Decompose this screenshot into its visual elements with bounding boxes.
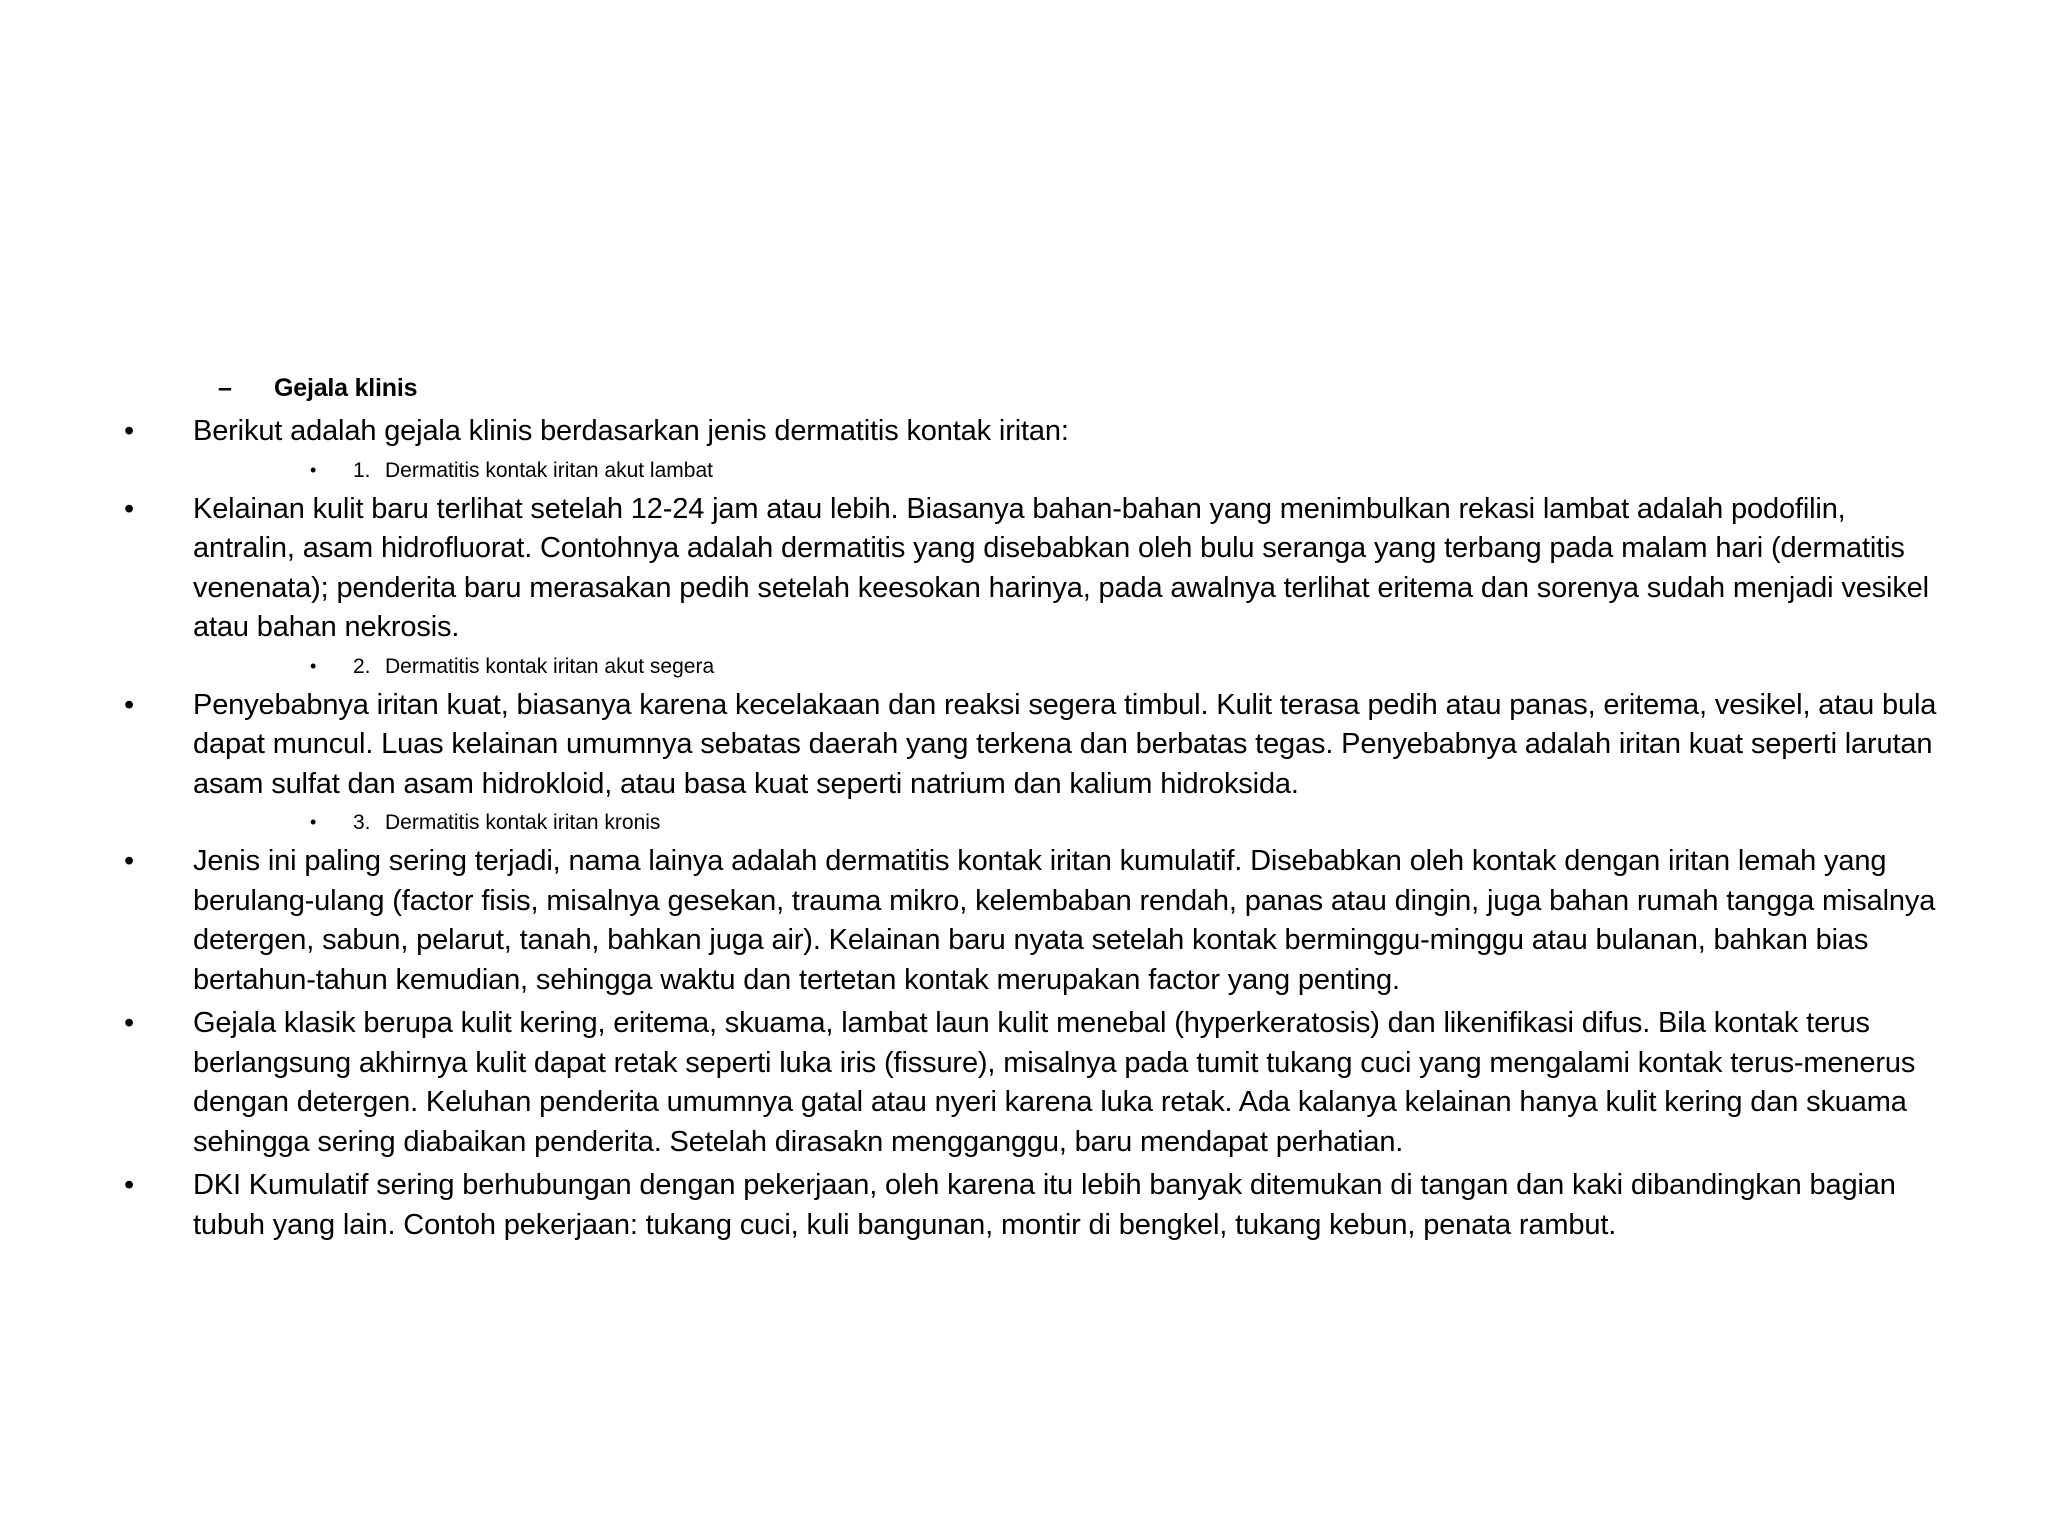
sub-list-item bbox=[0, 808, 2048, 838]
bullet-text: Kelainan kulit baru terlihat setelah 12-24 jam atau lebih. Biasanya bahan-bahan yang menimbulkan rekasi lambat adalah podofilin, antralin, asam hidrofluorat. Contohnya adalah dermatitis yang disebabkan oleh bulu seranga yang terbang pada malam hari (dermatitis venenata); penderita baru merasakan pedih setelah keesokan harinya, pada awalnya terlihat eritema dan sorenya sudah menjadi vesikel atau bahan nekrosis. bbox=[193, 492, 1929, 643]
sub-list-item bbox=[0, 652, 2048, 682]
bullet-icon: • bbox=[124, 845, 135, 877]
sub-item-text: Dermatitis kontak iritan akut segera bbox=[385, 654, 715, 678]
sub-bullet-icon: • bbox=[310, 812, 317, 832]
sub-item-text: Dermatitis kontak iritan akut lambat bbox=[385, 458, 713, 482]
sub-item-number: 1. bbox=[353, 458, 371, 482]
list-item bbox=[0, 842, 1953, 1000]
bullet-text: Penyebabnya iritan kuat, biasanya karena kecelakaan dan reaksi segera timbul. Kulit terasa pedih atau panas, eritema, vesikel, atau bula dapat muncul. Luas kelainan umumnya sebatas daerah yang terkena dan berbatas tegas. Penyebabnya adalah iritan kuat seperti larutan asam sulfat dan asam hidrokloid, atau basa kuat seperti natrium dan kalium hidroksida. bbox=[193, 688, 1937, 800]
sub-bullet-icon: • bbox=[310, 655, 317, 676]
bullet-text: Gejala klasik berupa kulit kering, eritema, skuama, lambat laun kulit menebal (hyperkeratosis) dan likenifikasi difus. Bila kontak terus berlangsung akhirnya kulit dapat retak seperti luka iris (fissure), misalnya pada tumit tukang cuci yang mengalami kontak terus-menerus dengan detergen. Keluhan penderita umumnya gatal atau nyeri karena luka retak. Ada kalanya kelainan hanya kulit kering dan skuama sehingga sering diabaikan penderita. Setelah dirasakn mengganggu, baru mendapat perhatian. bbox=[193, 1007, 1916, 1158]
bullet-icon: • bbox=[124, 1169, 135, 1201]
bullet-text: Berikut adalah gejala klinis berdasarkan jenis dermatitis kontak iritan: bbox=[193, 415, 1069, 447]
bullet-icon: • bbox=[124, 1007, 135, 1039]
list-item bbox=[0, 1166, 1953, 1245]
sub-bullet-icon: • bbox=[310, 459, 317, 480]
dash-marker: – bbox=[218, 373, 232, 402]
sub-list-item bbox=[0, 456, 2048, 486]
bullet-text: DKI Kumulatif sering berhubungan dengan pekerjaan, oleh karena itu lebih banyak ditemukan di tangan dan kaki dibandingkan bagian tubuh yang lain. Contoh pekerjaan: tukang cuci, kuli bangunan, montir di bengkel, tukang kebun, penata rambut. bbox=[193, 1169, 1896, 1241]
bullet-icon: • bbox=[124, 415, 135, 447]
list-item bbox=[0, 412, 1953, 452]
sub-item-number: 3. bbox=[353, 811, 371, 834]
bullet-icon: • bbox=[124, 688, 135, 721]
heading-text: Gejala klinis bbox=[274, 373, 418, 402]
section-heading bbox=[218, 373, 417, 403]
bullet-text: Jenis ini paling sering terjadi, nama lainya adalah dermatitis kontak iritan kumulatif. Disebabkan oleh kontak dengan iritan lemah yang berulang-ulang (factor fisis, misalnya gesekan, trauma mikro, kelembaban rendah, panas atau dingin, juga bahan rumah tangga misalnya detergen, sabun, pelarut, tanah, bahkan juga air). Kelainan baru nyata setelah kontak berminggu-minggu atau bulanan, bahkan bias bertahun-tahun kemudian, sehingga waktu dan tertetan kontak merupakan factor yang penting. bbox=[193, 845, 1936, 996]
bullet-icon: • bbox=[124, 492, 135, 525]
list-item bbox=[0, 686, 1953, 805]
list-item bbox=[0, 490, 1953, 648]
list-item bbox=[0, 1004, 1953, 1162]
sub-item-number: 2. bbox=[353, 654, 371, 678]
sub-item-text: Dermatitis kontak iritan kronis bbox=[385, 811, 661, 834]
bullet-list bbox=[0, 412, 2048, 1249]
